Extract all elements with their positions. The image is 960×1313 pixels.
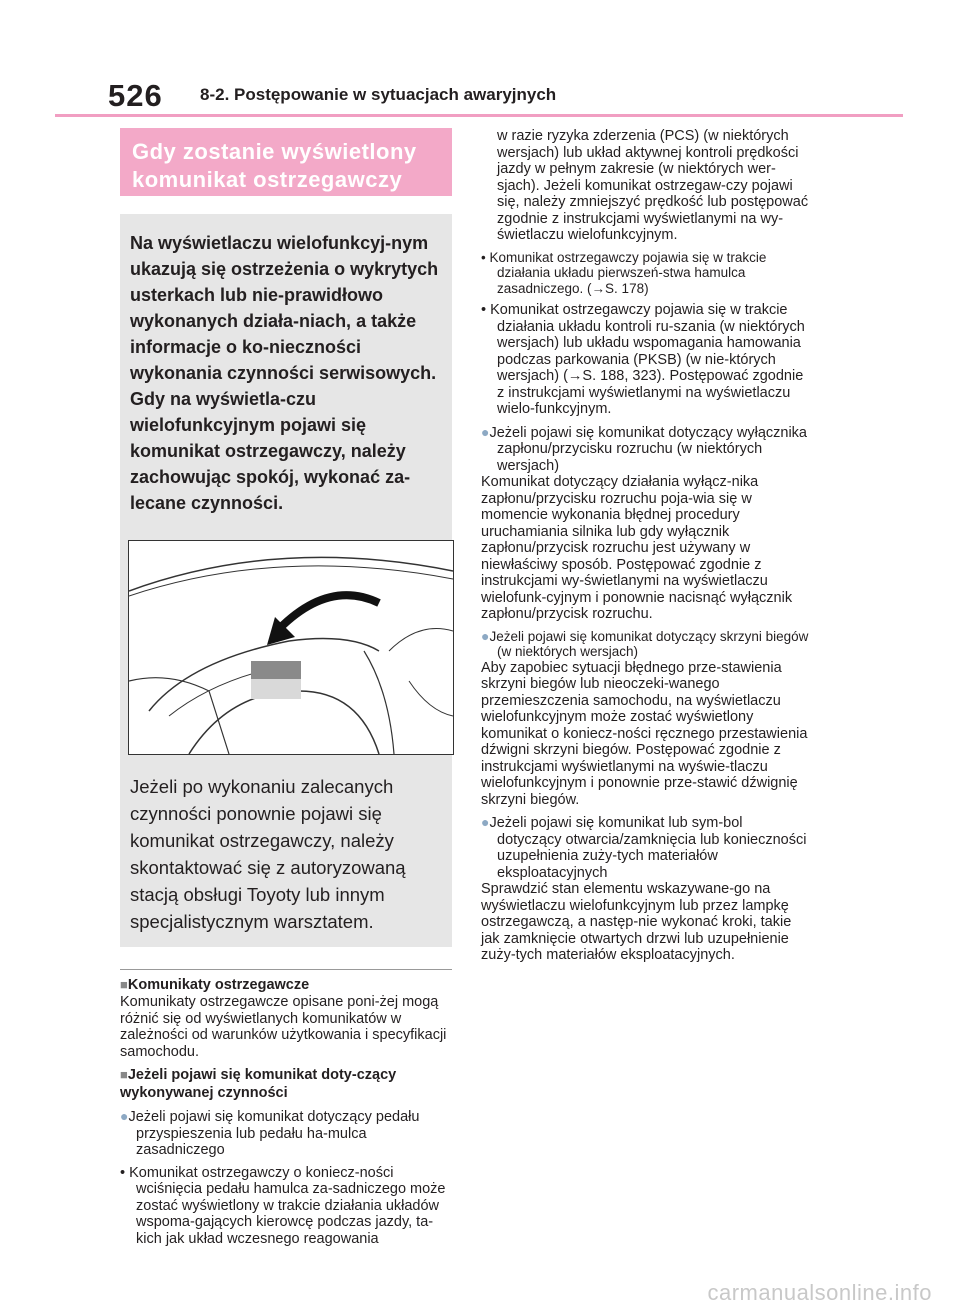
warning-display-area [251, 661, 301, 679]
bullet-gearbox [481, 629, 811, 660]
bullet-gearbox-text: Jeżeli pojawi się komunikat dotyczący skrzyni biegów (w niektórych wersjach) [489, 628, 809, 659]
intro-box [120, 214, 452, 947]
bullet-dot-icon: ● [481, 423, 490, 440]
left-column [120, 128, 452, 1247]
section-heading-action-text: Jeżeli pojawi się komunikat doty-czący wykonywanej czynności [120, 1067, 397, 1101]
gearbox-body: Aby zapobiec sytuacji błędnego prze-stawienia skrzyni biegów lub nieoczeki-wanego przemieszczenia samochodu, na wyświetlaczu wielofunkcyjnym może zostać wyświetlony komunikat o koniecz-ności ręcznego przestawienia dźwigni skrzyni biegów. Postępować zgodnie z instrukcjami wyświetlanymi na wyświe-tlaczu wielofunkcyjnym i ponownie prze-stawić dźwignię skrzyni biegów. [481, 659, 808, 808]
dash-item-brake: • Komunikat ostrzegawczy o koniecz-ności wciśnięcia pedału hamulca za-sadniczego może zostać wyświetlony w trakcie działania układów wspoma-gających kierowcę podczas jazdy, ta-kich jak układ wczesnego reagowania [120, 1164, 446, 1247]
bullet-pedal-text: Jeżeli pojawi się komunikat dotyczący pedału przyspieszenia lub pedału ha-mulca zasadniczego [128, 1109, 420, 1158]
page-header [0, 0, 960, 118]
ignition-body: Komunikat dotyczący działania wyłącz-nika zapłonu/przycisku rozruchu poja-wia się w momencie wykonania błędnej procedury uruchamiania silnika lub gdy wyłącznik zapłonu/przycisk rozruchu jest używany w niewłaściwy sposób. Postępować zgodnie z instrukcjami wy-świetlanymi na wyświetlaczu wielofunk-cyjnym i ponownie nacisnąć wyłącznik zapłonu/przycisk rozruchu. [481, 474, 793, 622]
dash-item-priority-text: Komunikat ostrzegawczy pojawia się w trakcie działania układu pierwszeń-stwa hamulca zasadniczego. (→S. 178) [489, 249, 767, 296]
bullet-ignition [481, 424, 811, 475]
banner-line-2: komunikat ostrzegawczy [132, 167, 403, 192]
section-heading-warnings-text: Komunikaty ostrzegawcze [127, 977, 310, 993]
section-divider [120, 969, 452, 970]
section-heading-warnings: ■Komunikaty ostrzegawcze [120, 977, 310, 993]
bullet-pedal [120, 1108, 452, 1159]
bullet-consumables-text: Jeżeli pojawi się komunikat lub sym-bol dotyczący otwarcia/zamknięcia lub konieczności uzupełnienia zuży-tych materiałów eksploatacyjnych [489, 815, 807, 881]
bullet-dot-icon: ● [481, 627, 490, 644]
section-banner [120, 128, 452, 196]
header-rule [55, 114, 903, 117]
bullet-consumables [481, 814, 811, 881]
continued-text: w razie ryzyka zderzenia (PCS) (w niektórych wersjach) lub układ aktywnej kontroli prędkości jazdy w pełnym zakresie (w niektórych wer-sjach). Jeżeli komunikat ostrzegaw-czy pojawi się, należy zmniejszyć prędkość lub postępować zgodnie z instrukcjami wyświetlanymi na wy-świetlaczu wielofunkcyjnym. [497, 128, 809, 243]
bullet-dot-icon: ● [481, 814, 490, 830]
dash-item-priority: • Komunikat ostrzegawczy pojawia się w trakcie działania układu pierwszeń-stwa hamulca zasadniczego. (→S. 178) [481, 249, 767, 296]
chapter-title: 8-2. Postępowanie w sytuacjach awaryjnych [200, 85, 557, 104]
dash-item-pksb: • Komunikat ostrzegawczy pojawia się w trakcie działania układu kontroli ru-szania (w niektórych wersjach) lub układu wspomagania hamowania podczas parkowania (PKSB) (w nie-których wersjach) (→S. 188, 323). Postępować zgodnie z instrukcjami wyświetlanymi na wyświetlaczu wielo-funkcyjnym. [481, 302, 805, 417]
bullet-dot-icon: ● [120, 1108, 129, 1124]
bullet-ignition-text: Jeżeli pojawi się komunikat dotyczący wyłącznika zapłonu/przycisku rozruchu (w niektórych wersjach) [489, 424, 807, 474]
dash-item-brake-text: Komunikat ostrzegawczy o koniecz-ności wciśnięcia pedału hamulca za-sadniczego może zostać wyświetlony w trakcie działania układów wspoma-gających kierowcę podczas jazdy, ta-kich jak układ wczesnego reagowania [129, 1164, 446, 1247]
warnings-body: Komunikaty ostrzegawcze opisane poni-żej mogą różnić się od wyświetlanych komunikatów w zależności od warunków użytkowania i specyfikacji samochodu. [120, 994, 447, 1060]
after-figure-text: Jeżeli po wykonaniu zalecanych czynności ponownie pojawi się komunikat ostrzegawczy, należy skontaktować się z autoryzowaną stacją obsługi Toyoty lub innym specjalistycznym warsztatem. [130, 776, 406, 932]
section-heading-action: ■Jeżeli pojawi się komunikat doty-czący wykonywanej czynności [120, 1067, 397, 1101]
page-number: 526 [108, 78, 163, 113]
intro-text: Na wyświetlaczu wielofunkcyj-nym ukazują się ostrzeżenia o wykrytych usterkach lub nie-prawidłowo wykonanych działa-niach, a także informacje o ko-nieczności wykonania czynności serwisowych. Gdy na wyświetla-czu wielofunkcyjnym pojawi się komunikat ostrzegawczy, należy zachowując spokój, wykonać za-lecane czynności. [130, 233, 439, 513]
dash-item-pksb-text: Komunikat ostrzegawczy pojawia się w trakcie działania układu kontroli ru-szania (w niektórych wersjach) lub układu wspomagania hamowania podczas parkowania (PKSB) (w nie-których wersjach) (→S. 188, 323). Postępować zgodnie z instrukcjami wyświetlanymi na wyświetlaczu wielo-funkcyjnym. [490, 302, 805, 417]
dashboard-illustration [129, 541, 453, 754]
banner-line-1: Gdy zostanie wyświetlony [132, 139, 417, 164]
right-column [481, 128, 811, 964]
dashboard-figure [128, 540, 454, 755]
consumables-body: Sprawdzić stan elementu wskazywane-go na wyświetlaczu wielofunkcyjnym lub przez lampkę ostrzegawczą, a następ-nie wykonać kroki, takie jak zamknięcie otwartych drzwi lub uzupełnienie zuży-tych materiałów eksploatacyjnych. [481, 881, 792, 963]
watermark: carmanualsonline.info [707, 1280, 932, 1305]
